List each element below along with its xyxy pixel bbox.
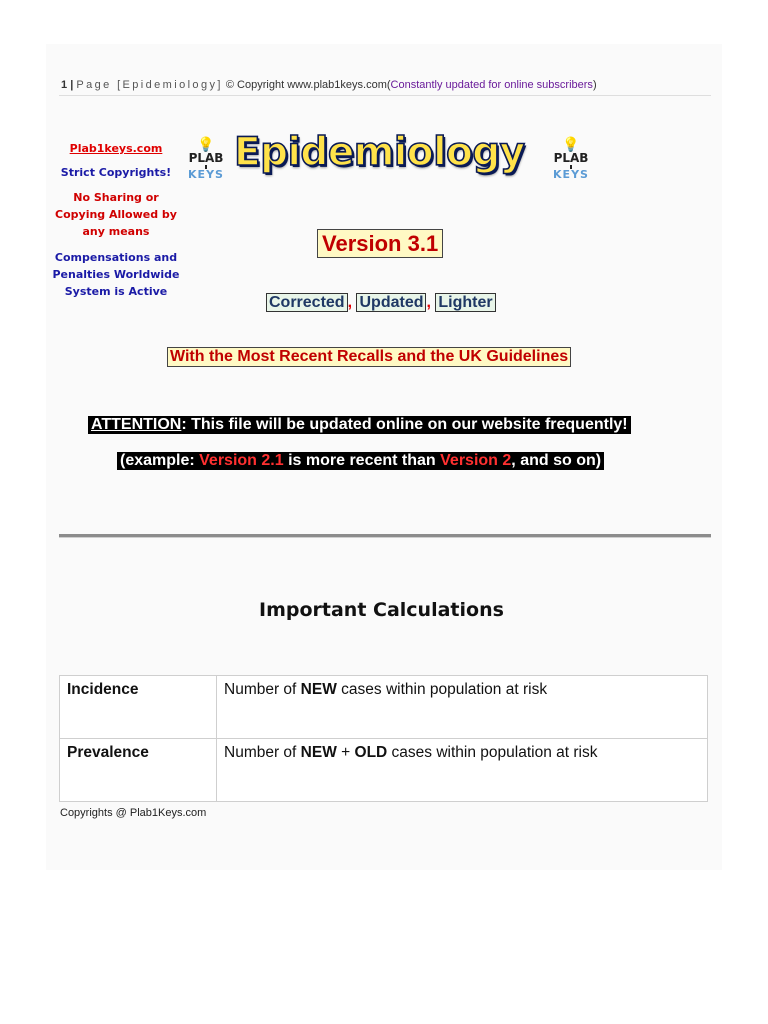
header-divider	[59, 95, 711, 96]
logo-top-text: PLAB	[553, 151, 589, 165]
definition-cell: Number of NEW + OLD cases within population at risk	[217, 739, 708, 802]
example-version-new: Version 2.1	[199, 452, 284, 469]
logo-top-text: PLAB	[188, 151, 224, 165]
example-middle: is more recent than	[283, 452, 441, 469]
term-cell: Prevalence	[60, 739, 217, 802]
header-note: Constantly updated for online subscribers	[390, 79, 593, 91]
version-badge: Version 3.1	[317, 229, 443, 258]
recalls-banner: With the Most Recent Recalls and the UK Guidelines	[167, 347, 571, 367]
header-copyright: © Copyright	[225, 79, 285, 91]
page-label: Page [Epidemiology]	[76, 79, 223, 91]
section-title: Important Calculations	[259, 599, 504, 621]
attention-text: : This file will be updated online on our website frequently!	[181, 416, 628, 433]
page-number: 1	[61, 79, 68, 91]
copyright-notice	[44, 140, 188, 300]
header-site-link[interactable]: www.plab1keys.com	[287, 79, 387, 91]
plab-keys-logo-left	[186, 136, 226, 186]
section-divider	[59, 534, 711, 537]
tag-comma: ,	[426, 294, 431, 311]
attention-banner	[88, 416, 631, 434]
version-example-banner	[117, 452, 604, 470]
header-paren-close: )	[592, 79, 597, 91]
strict-copyrights-text: Strict Copyrights!	[60, 166, 172, 179]
definition-cell: Number of NEW cases within population at risk	[217, 676, 708, 739]
sidebar-site-link[interactable]: Plab1keys.com	[69, 142, 163, 155]
page-footer: Copyrights @ Plab1Keys.com	[60, 807, 207, 819]
example-version-old: Version 2	[440, 452, 512, 469]
no-sharing-text: No Sharing or Copying Allowed by any means	[55, 191, 177, 238]
page-header	[61, 79, 711, 91]
tag-lighter: Lighter	[435, 293, 495, 312]
logo-bottom-text: KEYS	[553, 168, 589, 181]
term-cell: Incidence	[60, 676, 217, 739]
plab-keys-logo-right	[551, 136, 591, 186]
example-prefix: (example:	[120, 452, 200, 469]
lightbulb-icon: 💡	[197, 136, 215, 152]
example-suffix: , and so on)	[511, 452, 602, 469]
table-row	[60, 676, 708, 739]
compensations-text: Compensations and Penalties Worldwide System is Active	[52, 251, 180, 298]
tag-comma: ,	[347, 294, 353, 311]
tag-updated: Updated	[356, 293, 426, 312]
attention-label: ATTENTION	[91, 416, 182, 433]
header-separator: |	[70, 79, 74, 91]
calculations-table	[59, 675, 708, 802]
lightbulb-icon: 💡	[562, 136, 580, 152]
table-row	[60, 739, 708, 802]
header-paren-open: (	[386, 79, 391, 91]
tag-corrected: Corrected	[266, 293, 348, 312]
document-title: Epidemiology	[234, 130, 525, 175]
logo-bottom-text: KEYS	[188, 168, 224, 181]
revision-tags	[266, 294, 496, 312]
